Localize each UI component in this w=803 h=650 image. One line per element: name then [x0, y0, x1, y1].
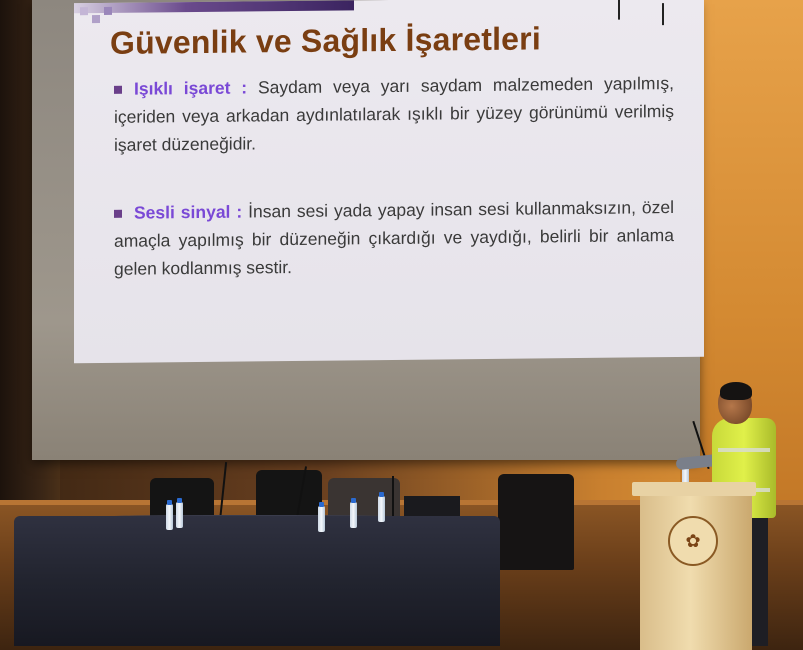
conference-table	[14, 516, 500, 646]
presentation-slide	[74, 0, 704, 363]
bullet-separator: :	[230, 77, 258, 98]
bullet-term: Sesli sinyal	[134, 201, 231, 223]
slide-bullet	[114, 69, 674, 159]
bullet-separator: :	[230, 201, 249, 222]
slide-bullet	[114, 193, 674, 283]
bullet-text: İnsan sesi yada yapay insan sesi kullanmaksızın, özel amaçla yapılmış bir düzeneğin çıkardığı ve yaydığı, belirli bir anlama gelen kodlanmış sestir.	[114, 197, 674, 279]
slide-decorative-line	[662, 3, 664, 25]
bullet-text: Saydam veya yarı saydam malzemeden yapılmış, içeriden veya arkadan aydınlatılarak ışıklı bir yüzey görünümü verilmiş işaret düzeneğidir.	[114, 73, 674, 155]
projector-screen	[32, 0, 700, 460]
water-bottle	[176, 502, 183, 528]
water-bottle	[318, 506, 325, 532]
pixel-decoration	[104, 7, 112, 15]
slide-title: Güvenlik ve Sağlık İşaretleri	[110, 20, 541, 61]
square-bullet-icon	[114, 86, 122, 94]
pixel-decoration	[92, 15, 100, 23]
university-emblem-icon: ✿	[668, 516, 718, 566]
water-bottle	[350, 502, 357, 528]
office-chair	[498, 474, 574, 570]
water-bottle	[378, 496, 385, 522]
speaker-hair	[720, 382, 752, 400]
slide-decorative-bar	[74, 0, 354, 13]
bullet-term: Işıklı işaret	[134, 77, 231, 99]
water-bottle	[166, 504, 173, 530]
podium	[640, 488, 752, 650]
podium-top	[632, 482, 756, 496]
vest-reflective-strip	[718, 448, 770, 452]
pixel-decoration	[80, 7, 88, 15]
slide-decorative-line	[618, 0, 620, 20]
square-bullet-icon	[114, 210, 122, 218]
